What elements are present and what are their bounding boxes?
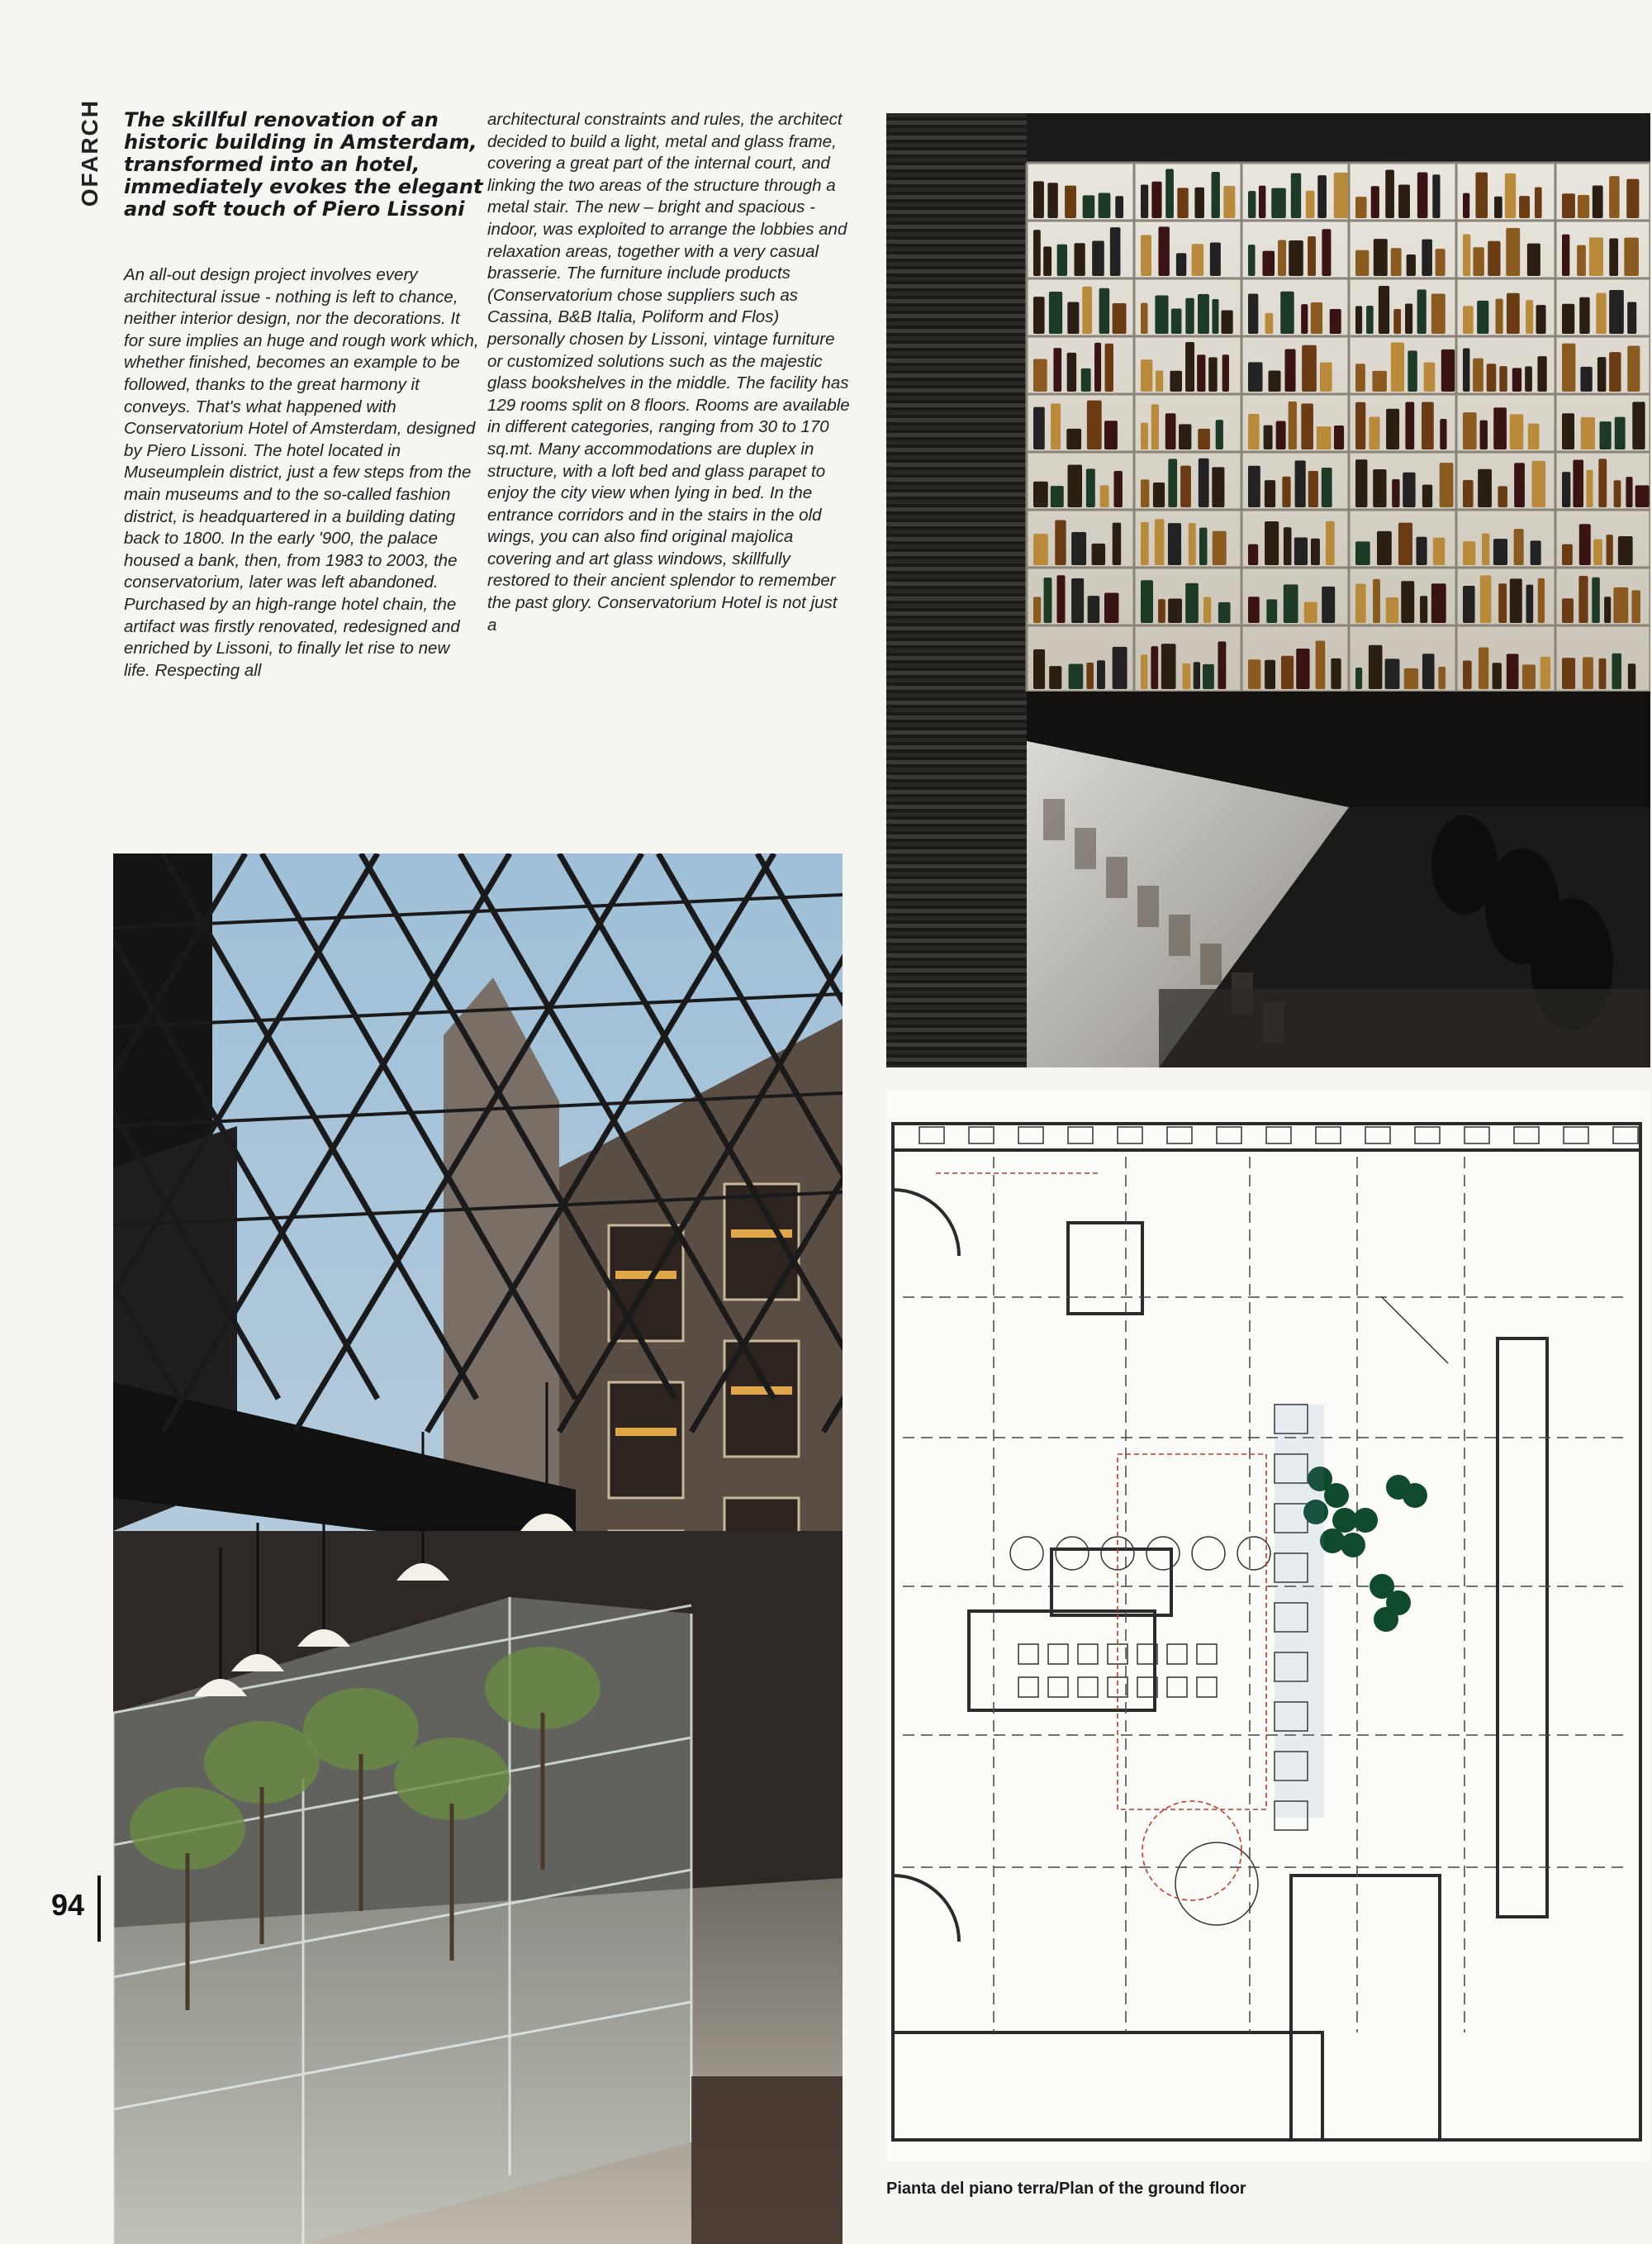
atrium-photo-illustration xyxy=(113,853,843,2244)
floor-plan-caption: Pianta del piano terra/Plan of the ground floor xyxy=(886,2180,1246,2198)
page-number: 94 xyxy=(51,1888,85,1922)
floor-plan-drawing xyxy=(886,1091,1650,2161)
magazine-mark xyxy=(76,99,109,207)
atrium-photo xyxy=(113,853,843,2244)
page-number-rule xyxy=(97,1876,101,1942)
bar-photo xyxy=(886,113,1650,1067)
floor-plan xyxy=(886,1091,1650,2161)
window-blinds xyxy=(886,113,1027,1067)
body-column-2: architectural constraints and rules, the architect decided to build a light, metal and glass frame, covering a great part of the internal court, and linking the two areas of the structure through a metal stair. The new – bright and spacious - indoor, was exploited to arrange the lobbies and relaxation areas, together with a very casual brasserie. The furniture include products (Conservatorium chose suppliers such as Cassina, B&B Italia, Poliform and Flos) personally chosen by Lissoni, vintage furniture or customized solutions such as the majestic glass bookshelves in the middle. The facility has 129 rooms split on 8 floors. Rooms are available in different categories, ranging from 30 to 170 sq.mt. Many accommodations are duplex in structure, with a loft bed and glass parapet to enjoy the city view when lying in bed. In the entrance corridors and in the stairs in the old wings, you can also find original majolica covering and art glass windows, skillfully restored to their ancient splendor to remember the past glory. Conservatorium Hotel is not just a xyxy=(487,110,850,635)
magazine-mark-text: OFARCH xyxy=(77,99,102,207)
bar-photo-illustration xyxy=(886,113,1650,1067)
lead-paragraph: The skillful renovation of an historic building in Amsterdam, transformed into an hotel, immediately evokes the elegant and soft touch of Piero Lissoni xyxy=(124,108,483,221)
body-column-1: An all-out design project involves every architectural issue - nothing is left to chance, neither interior design, nor the decorations. It for sure implies an huge and rough work which, whether finished, becomes an example to be followed, thanks to the great harmony it conveys. That's what happened with Conservatorium Hotel of Amsterdam, designed by Piero Lissoni. The hotel located in Museumplein district, just a few steps from the main museums and to the so-called fashion district, is headquartered in a building dating back to 1800. In the early '900, the palace housed a bank, then, from 1983 to 2003, the conservatorium, later was left abandoned. Purchased by an high-range hotel chain, the artifact was firstly renovated, redesigned and enriched by Lissoni, to finally let rise to new life. Respecting all xyxy=(124,265,479,680)
